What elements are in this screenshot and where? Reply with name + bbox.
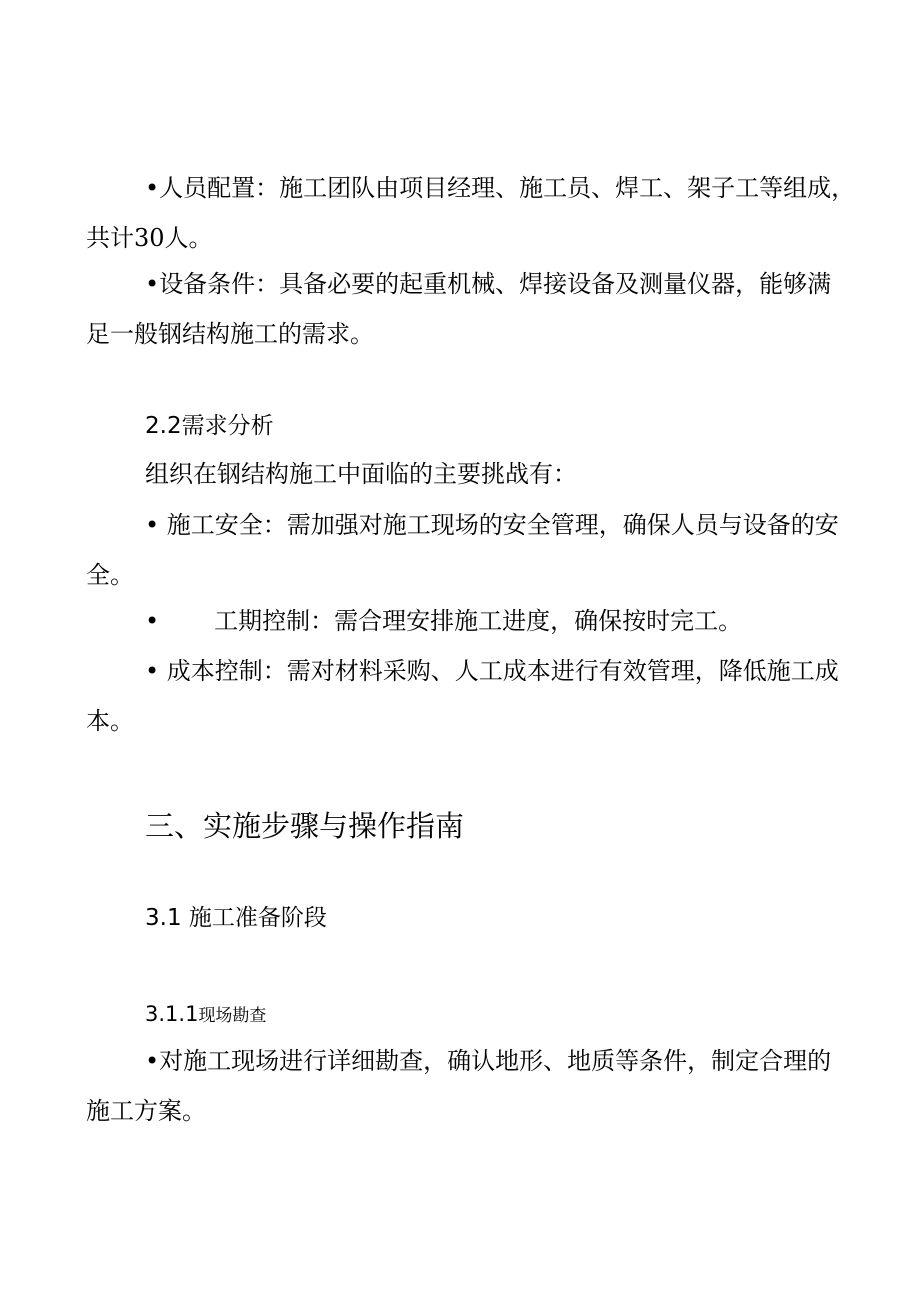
- paragraph-cost: [0, 646, 839, 746]
- staffing-line-1: •人员配置：施工团队由项目经理、施工员、焊工、架子工等组成，: [145, 174, 856, 202]
- cost-line-2: 本。: [86, 707, 134, 735]
- schedule-bullet: •: [145, 607, 160, 635]
- paragraph-2-2-intro: 组织在钢结构施工中面临的主要挑战有：: [145, 460, 577, 488]
- paragraph-safety: [0, 500, 839, 600]
- equipment-line-1: •设备条件：具备必要的起重机械、焊接设备及测量仪器，能够满: [145, 270, 832, 298]
- section-3-1-heading: 3.1 施工准备阶段: [145, 905, 327, 931]
- staffing-line-2: 共计30人。: [86, 224, 213, 252]
- safety-line-1: • 施工安全：需加强对施工现场的安全管理，确保人员与设备的安: [145, 511, 839, 539]
- safety-line-2: 全。: [86, 561, 134, 589]
- section-3-1-1-title: 现场勘查: [198, 1006, 267, 1026]
- survey-line-1: •对施工现场进行详细勘查，确认地形、地质等条件，制定合理的: [145, 1047, 832, 1075]
- paragraph-equipment: [0, 259, 832, 359]
- section-3-1-1-heading: [0, 1000, 266, 1030]
- schedule-text: 工期控制：需合理安排施工进度，确保按时完工。: [214, 607, 743, 635]
- section-3-1-1-number: 3.1.1: [145, 1002, 199, 1026]
- cost-line-1: • 成本控制：需对材料采购、人工成本进行有效管理，降低施工成: [145, 657, 839, 685]
- survey-line-2: 施工方案。: [86, 1097, 206, 1125]
- chapter-3-heading: 三、实施步骤与操作指南: [145, 809, 465, 843]
- section-2-2-heading: 2.2需求分析: [145, 413, 274, 439]
- paragraph-staffing: [0, 163, 856, 263]
- paragraph-site-survey: [0, 1036, 832, 1136]
- paragraph-schedule: [0, 596, 825, 646]
- equipment-line-2: 足一般钢结构施工的需求。: [86, 320, 374, 348]
